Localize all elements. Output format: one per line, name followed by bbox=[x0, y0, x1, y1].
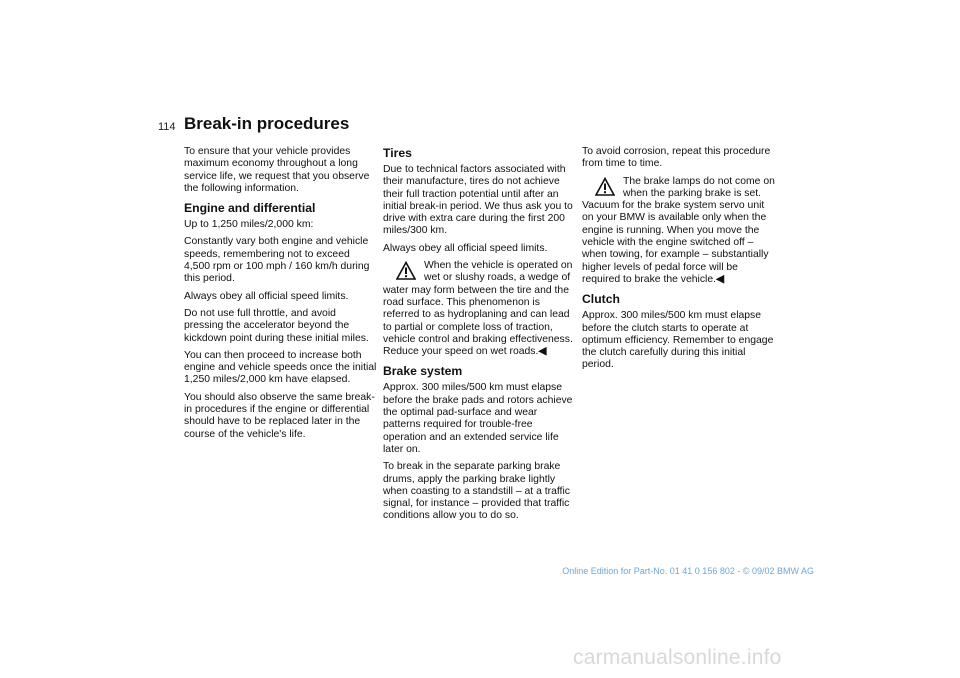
engine-paragraph: Always obey all official speed limits. bbox=[184, 290, 349, 302]
intro-paragraph: To ensure that your vehicle provides maximum economy throughout a long service life, we request that you observe the following information. bbox=[184, 146, 370, 194]
end-mark: ◀ bbox=[716, 273, 725, 285]
brake-heading: Brake system bbox=[383, 364, 463, 379]
warning-triangle-icon bbox=[595, 177, 615, 197]
tires-warning bbox=[383, 260, 577, 358]
brake-lamp-warning-body: The brake lamps do not come on when the parking brake is set. Vacuum for the brake system servo unit on your BMW is available only when the engine is running. When you move the vehicle with the engine switched off – when towing, for example – substantially higher levels of pedal force will be required to brake the vehicle. bbox=[582, 175, 775, 285]
engine-heading: Engine and differential bbox=[184, 201, 316, 216]
brake-paragraph: Approx. 300 miles/500 km must elapse before the brake pads and rotors achieve the optimal pad-surface and wear patterns required for trouble-free operation and an extended service life later on. bbox=[383, 382, 573, 455]
page-title: Break-in procedures bbox=[184, 114, 350, 133]
column-1 bbox=[184, 146, 378, 446]
corrosion-paragraph: To avoid corrosion, repeat this procedure from time to time. bbox=[582, 146, 771, 170]
engine-paragraph: You can then proceed to increase both engine and vehicle speeds once the initial 1,250 miles/2,000 km have elapsed. bbox=[184, 349, 377, 386]
engine-paragraph: You should also observe the same break-in procedures if the engine or differential should have to be replaced later in the course of the vehicle's life. bbox=[184, 391, 375, 440]
column-2 bbox=[383, 146, 577, 528]
tires-warning-body: When the vehicle is operated on wet or slushy roads, a wedge of water may form between the tire and the road surface. This phenomenon is referred to as hydroplaning and can lead to partial or complete loss of traction, vehicle control and braking effectiveness. Reduce your speed on wet roads. bbox=[383, 260, 573, 358]
engine-paragraph: Do not use full throttle, and avoid pressing the accelerator beyond the kickdown point during these initial miles. bbox=[184, 307, 369, 344]
clutch-paragraph: Approx. 300 miles/500 km must elapse before the clutch starts to operate at optimum efficiency. Remember to engage the clutch carefully during this initial period. bbox=[582, 310, 774, 371]
brake-lamp-warning bbox=[582, 176, 776, 287]
engine-paragraph: Up to 1,250 miles/2,000 km: bbox=[184, 219, 314, 231]
end-mark: ◀ bbox=[538, 346, 547, 358]
clutch-heading: Clutch bbox=[582, 292, 620, 307]
footer-edition-note: Online Edition for Part-No. 01 41 0 156 802 - © 09/02 BMW AG bbox=[562, 566, 814, 576]
column-3 bbox=[582, 146, 776, 377]
brake-paragraph: To break in the separate parking brake drums, apply the parking brake lightly when coasting to a standstill – at a traffic signal, for instance – provided that traffic conditions allow you to do so. bbox=[383, 461, 570, 522]
tires-heading: Tires bbox=[383, 146, 412, 160]
page-number: 114 bbox=[158, 121, 176, 133]
engine-paragraph: Constantly vary both engine and vehicle speeds, remembering not to exceed 4,500 rpm or 100 mph / 160 km/h during this period. bbox=[184, 236, 370, 285]
warning-triangle-icon bbox=[396, 261, 416, 281]
tires-paragraph: Due to technical factors associated with their manufacture, tires do not achieve their full traction potential until after an initial break-in period. We thus ask you to drive with extra care during the first 200 miles/300 km. bbox=[383, 164, 573, 237]
watermark: carmanualsonline.info bbox=[573, 646, 782, 669]
tires-paragraph: Always obey all official speed limits. bbox=[383, 242, 548, 254]
